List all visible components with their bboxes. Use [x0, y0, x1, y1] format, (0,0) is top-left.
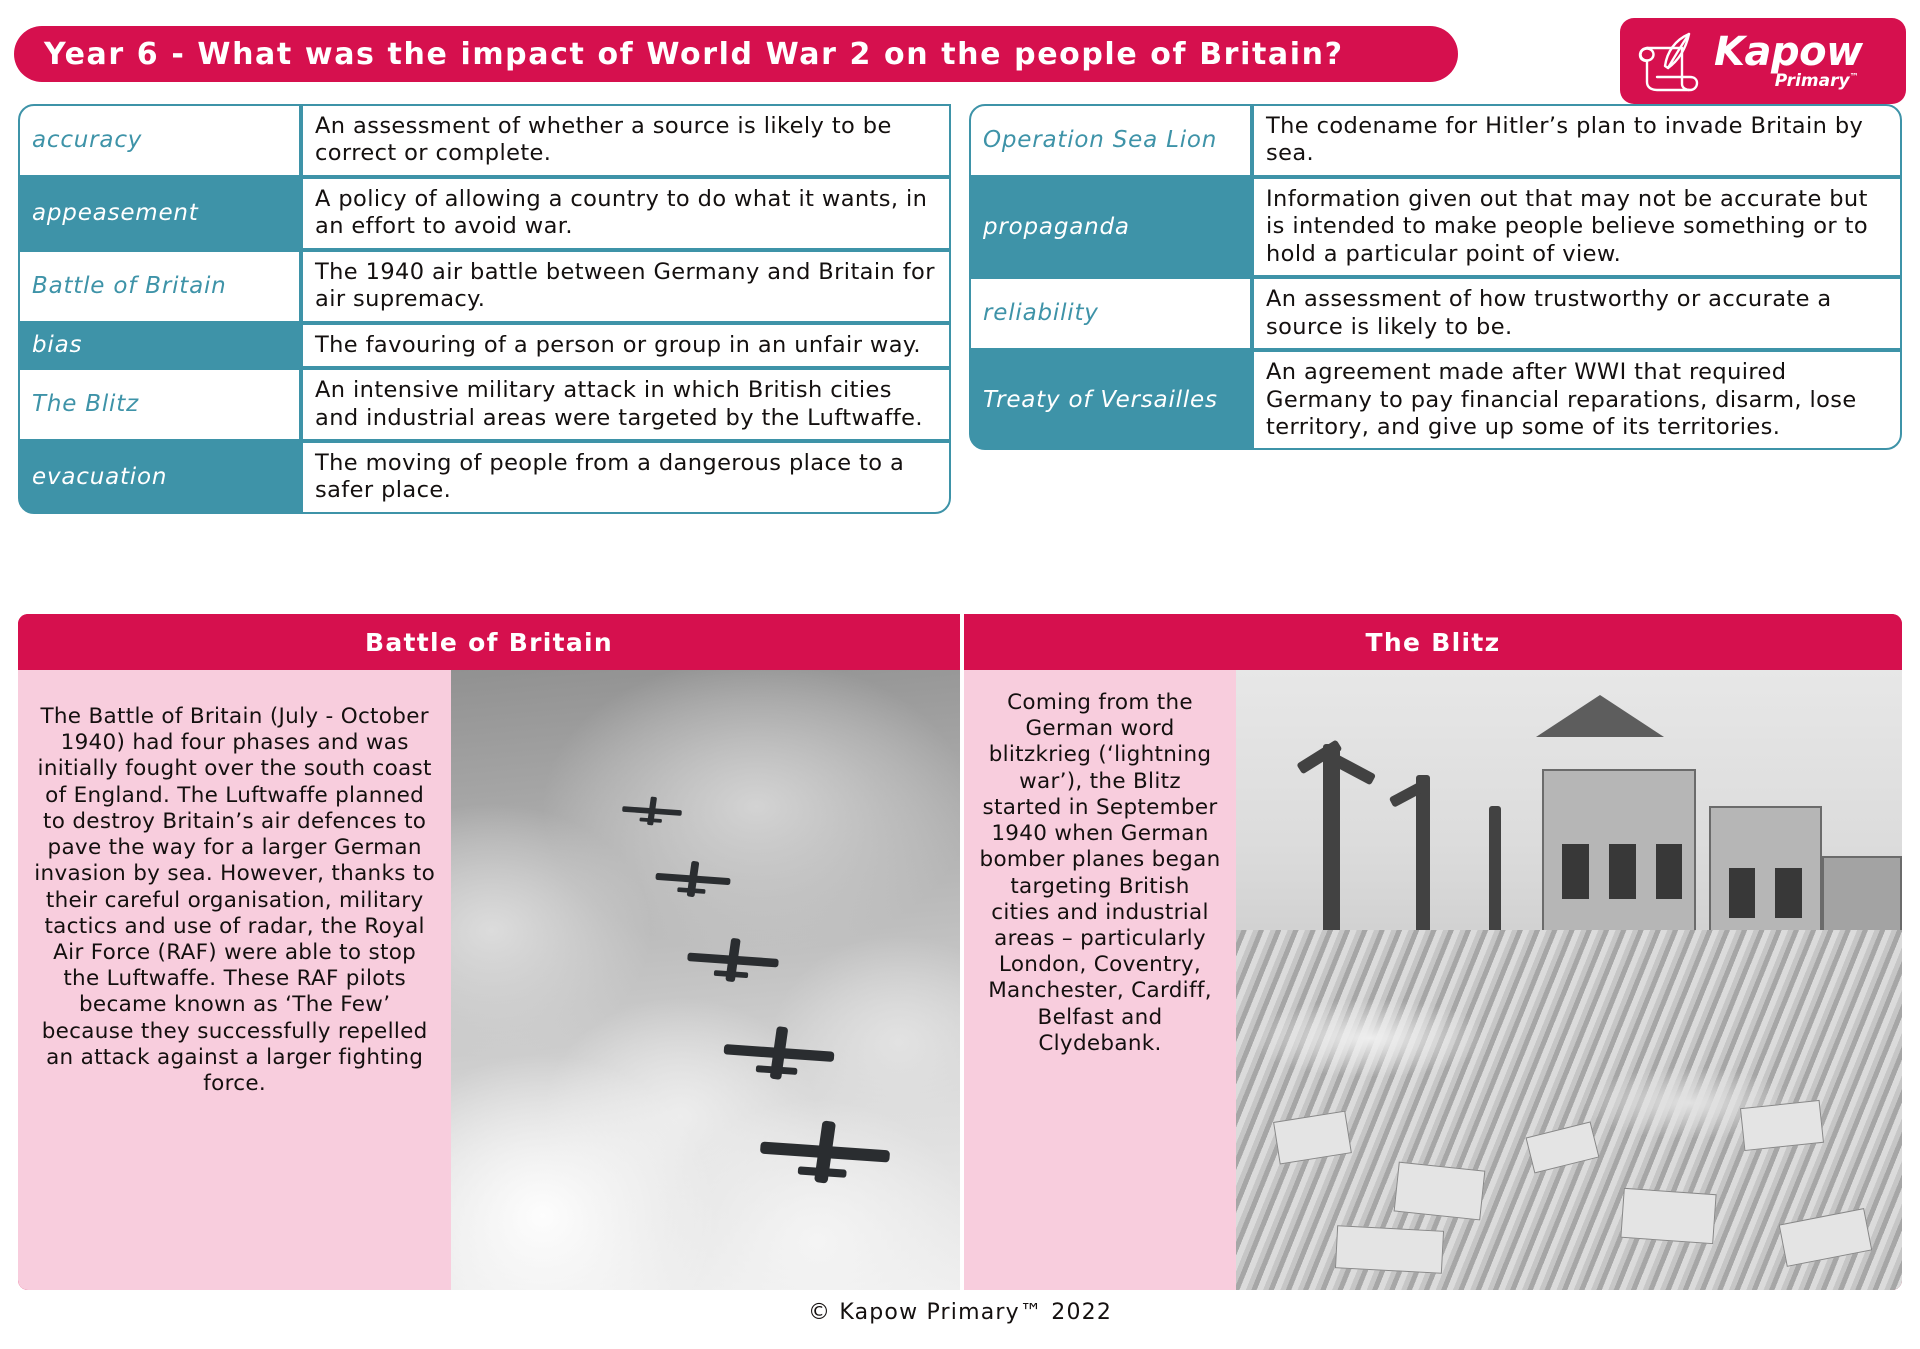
table-row: [18, 323, 951, 368]
vocab-term: Battle of Britain: [18, 250, 301, 323]
panel-body: [18, 670, 960, 1290]
rubble-chunk: [1335, 1225, 1444, 1274]
panel-heading: The Blitz: [1365, 627, 1501, 657]
panel-heading: Battle of Britain: [364, 627, 614, 657]
vocabulary-table-left: [18, 104, 951, 514]
vocab-definition: An assessment of whether a source is likely to be correct or complete.: [301, 104, 951, 177]
panel-body: [964, 670, 1902, 1290]
copyright-text: © Kapow Primary™ 2022: [807, 1300, 1113, 1325]
rubble-chunk: [1740, 1100, 1824, 1152]
vocab-definition: An agreement made after WWI that required Germany to pay financial reparations, disarm, lose territory, and give up some of its territories.: [1252, 350, 1902, 450]
vocab-definition: The favouring of a person or group in an unfair way.: [301, 323, 951, 368]
vocab-definition: A policy of allowing a country to do what it wants, in an effort to avoid war.: [301, 177, 951, 250]
vocab-definition: An intensive military attack in which British cities and industrial areas were targeted by the Luftwaffe.: [301, 368, 951, 441]
footer: [0, 1300, 1920, 1325]
vocabulary-left-body: [18, 104, 951, 514]
house-window: [1729, 868, 1756, 918]
house-window: [1562, 844, 1589, 900]
table-row: [18, 250, 951, 323]
vocab-term: accuracy: [18, 104, 301, 177]
table-row: [969, 177, 1902, 277]
cloud-sky-background: [451, 670, 960, 1290]
vocab-term: evacuation: [18, 441, 301, 514]
house-window: [1609, 844, 1636, 900]
vocab-term: The Blitz: [18, 368, 301, 441]
page-title-banner: [14, 26, 1458, 82]
vocab-term: Treaty of Versailles: [969, 350, 1252, 450]
rubble-chunk: [1621, 1188, 1717, 1244]
bomb-damage-scene: [1236, 670, 1902, 1290]
house-window: [1656, 844, 1683, 900]
blitz-bomb-damage-photo: [1236, 670, 1902, 1290]
logo-brand-text: Kapow: [1714, 29, 1863, 75]
vocab-term: appeasement: [18, 177, 301, 250]
table-row: [969, 350, 1902, 450]
panel-battle-of-britain: [18, 614, 960, 1290]
vocab-term: Operation Sea Lion: [969, 104, 1252, 177]
panel-heading-bar: [18, 614, 960, 670]
vocabulary-section: [18, 104, 1902, 514]
house-roof: [1536, 695, 1664, 737]
table-row: [18, 104, 951, 177]
page-header: [0, 18, 1920, 91]
rubble-chunk: [1393, 1162, 1484, 1220]
panel-text: The Battle of Britain (July - October 1940) had four phases and was initially fought over the south coast of England. The Luftwaffe planned to destroy Britain’s air defences to pave the way for a larger German invasion by sea. However, thanks to their careful organisation, military tactics and use of radar, the Royal Air Force (RAF) were able to stop the Luftwaffe. These RAF pilots became known as ‘The Few’ because they successfully repelled an attack against a larger fighting force.: [18, 670, 451, 1290]
table-row: [969, 104, 1902, 177]
panel-text: Coming from the German word blitzkrieg (‘lightning war’), the Blitz started in September 1940 when German bomber planes began targeting British cities and industrial areas – particularly London, Coventry, Manchester, Cardiff, Belfast and Clydebank.: [964, 670, 1236, 1290]
vocab-definition: The moving of people from a dangerous place to a safer place.: [301, 441, 951, 514]
vocab-term: propaganda: [969, 177, 1252, 277]
trademark-symbol: ™: [1849, 72, 1859, 83]
table-row: [969, 277, 1902, 350]
vocab-definition: The 1940 air battle between Germany and Britain for air supremacy.: [301, 250, 951, 323]
vocab-definition: An assessment of how trustworthy or accurate a source is likely to be.: [1252, 277, 1902, 350]
vocab-definition: The codename for Hitler’s plan to invade Britain by sea.: [1252, 104, 1902, 177]
vocab-definition: Information given out that may not be accurate but is intended to make people believe something or to hold a particular point of view.: [1252, 177, 1902, 277]
vocab-term: bias: [18, 323, 301, 368]
house-window: [1775, 868, 1802, 918]
panel-heading-bar: [964, 614, 1902, 670]
vocab-term: reliability: [969, 277, 1252, 350]
table-row: [18, 441, 951, 514]
logo-sub-text: Primary™: [1774, 71, 1859, 91]
vocabulary-table-left-wrapper: [18, 104, 951, 514]
panel-the-blitz: [960, 614, 1902, 1290]
bomber-planes-in-clouds-photo: [451, 670, 960, 1290]
table-row: [18, 368, 951, 441]
scroll-quill-icon: [1634, 26, 1706, 96]
content-panels: [18, 614, 1902, 1290]
vocabulary-right-body: [969, 104, 1902, 450]
page-title: Year 6 - What was the impact of World War 2 on the people of Britain?: [44, 36, 1344, 72]
logo-wordmark: [1714, 29, 1863, 91]
kapow-primary-logo: [1620, 18, 1906, 104]
table-row: [18, 177, 951, 250]
vocabulary-table-right: [969, 104, 1902, 450]
vocabulary-table-right-wrapper: [969, 104, 1902, 514]
